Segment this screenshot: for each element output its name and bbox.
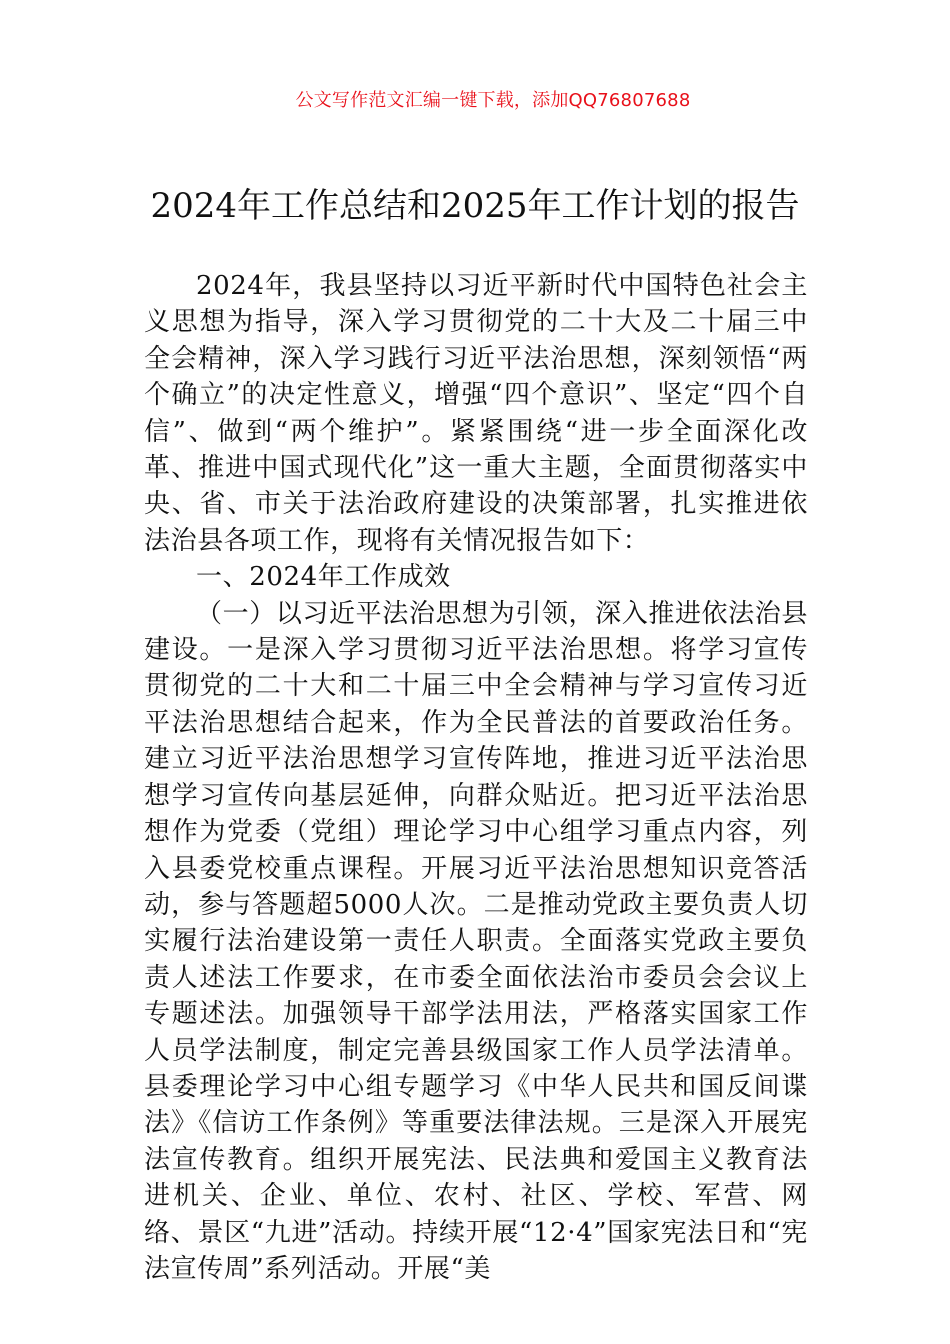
document-title: 2024年工作总结和2025年工作计划的报告: [150, 186, 800, 226]
document-body: [144, 268, 808, 1287]
header-download-note: 公文写作范文汇编一键下载，添加QQ76807688: [295, 90, 691, 111]
paragraph-intro: 2024年，我县坚持以习近平新时代中国特色社会主义思想为指导，深入学习贯彻党的二十大及二十届三中全会精神，深入学习践行习近平法治思想，深刻领悟“两个确立”的决定性意义，增强“四个意识”、坚定“四个自信”、做到“两个维护”。紧紧围绕“进一步全面深化改革、推进中国式现代化”这一重大主题，全面贯彻落实中央、省、市关于法治政府建设的决策部署，扎实推进依法治县各项工作，现将有关情况报告如下：: [144, 271, 808, 556]
section-heading-1: 一、2024年工作成效: [196, 562, 451, 593]
paragraph-section-1-1: （一）以习近平法治思想为引领，深入推进依法治县建设。一是深入学习贯彻习近平法治思想。将学习宣传贯彻党的二十大和二十届三中全会精神与学习宣传习近平法治思想结合起来，作为全民普法的首要政治任务。建立习近平法治思想学习宣传阵地，推进习近平法治思想学习宣传向基层延伸，向群众贴近。把习近平法治思想作为党委（党组）理论学习中心组学习重点内容，列入县委党校重点课程。开展习近平法治思想知识竞答活动，参与答题超5000人次。二是推动党政主要负责人切实履行法治建设第一责任人职责。全面落实党政主要负责人述法工作要求，在市委全面依法治市委员会会议上专题述法。加强领导干部学法用法，严格落实国家工作人员学法制度，制定完善县级国家工作人员学法清单。县委理论学习中心组专题学习《中华人民共和国反间谍法》《信访工作条例》等重要法律法规。三是深入开展宪法宣传教育。组织开展宪法、民法典和爱国主义教育法进机关、企业、单位、农村、社区、学校、军营、网络、景区“九进”活动。持续开展“12·4”国家宪法日和“宪法宣传周”系列活动。开展“美: [144, 598, 808, 1284]
